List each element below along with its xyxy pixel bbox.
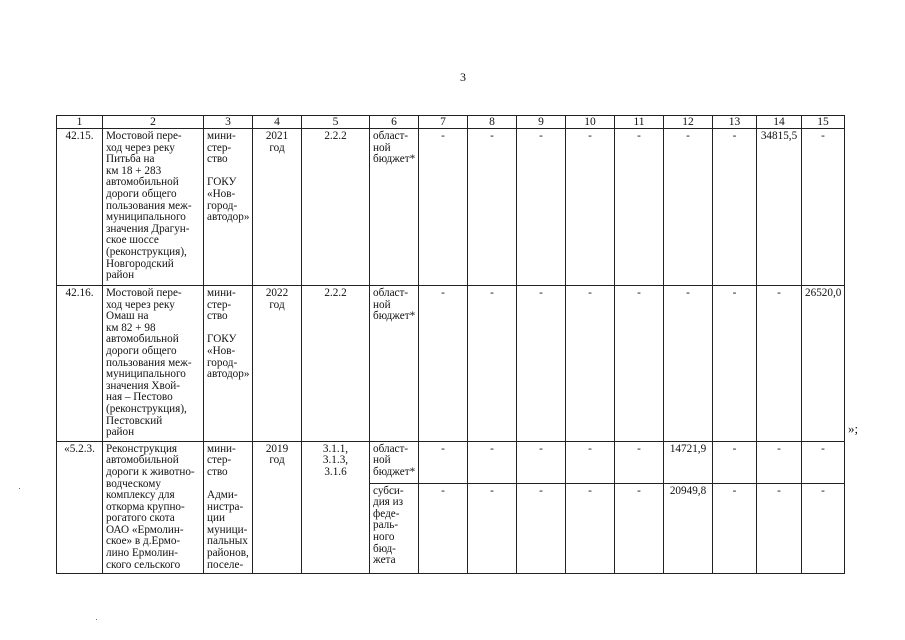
item-year: 2021 год [253,129,302,286]
value-cell: - [419,129,468,286]
col-header: 12 [664,116,713,129]
value-cell: - [802,441,845,483]
col-header: 2 [103,116,204,129]
scan-speck [96,619,97,620]
item-number: 42.15. [57,129,103,286]
value-cell: - [468,441,517,483]
item-year: 2019 год [253,441,302,574]
value-cell: - [517,441,566,483]
column-number-row [57,116,845,129]
value-cell: - [419,286,468,442]
col-header: 7 [419,116,468,129]
item-source: област- ной бюджет* [370,286,419,442]
value-cell: - [664,286,713,442]
item-number: «5.2.3. [57,441,103,574]
value-cell: - [566,129,615,286]
item-name: Реконструкция автомобильной дороги к животно- водческому комплексу для откорма крупно- рогатого скота ОАО «Ермолин- ское» в д.Ермо- лино Ермолин- ского сельского [103,441,204,574]
item-name: Мостовой пере- ход через реку Омаш на км 82 + 98 автомобильной дороги общего пользования меж- муниципального значения Хвой- ная – Пестово (реконструкция), Пестовский район [103,286,204,442]
table-row [57,441,845,483]
item-task: 2.2.2 [302,286,370,442]
col-header: 6 [370,116,419,129]
table-row [57,129,845,286]
col-header: 13 [713,116,757,129]
value-cell: - [517,483,566,574]
value-cell: - [713,129,757,286]
value-cell: - [419,441,468,483]
value-cell: - [468,129,517,286]
closing-quote-mark: »; [848,421,859,436]
item-source: област- ной бюджет* [370,129,419,286]
col-header: 4 [253,116,302,129]
value-cell: - [615,483,664,574]
col-header: 15 [802,116,845,129]
item-number: 42.16. [57,286,103,442]
col-header: 11 [615,116,664,129]
value-cell: - [615,441,664,483]
value-cell: - [664,129,713,286]
value-cell: - [802,483,845,574]
value-cell: - [757,441,802,483]
value-cell: - [615,286,664,442]
value-cell: - [566,286,615,442]
value-cell: - [517,129,566,286]
table-row [57,286,845,442]
scan-speck [19,488,20,489]
value-cell: 20949,8 [664,483,713,574]
col-header: 9 [517,116,566,129]
item-year: 2022 год [253,286,302,442]
value-cell: - [802,129,845,286]
value-cell: - [713,441,757,483]
value-cell: - [419,483,468,574]
value-cell: 26520,0 [802,286,845,442]
value-cell: - [615,129,664,286]
value-cell: - [757,483,802,574]
item-source: субси- дия из феде- раль- ного бюд- жета [370,483,419,574]
col-header: 10 [566,116,615,129]
item-task: 3.1.1, 3.1.3, 3.1.6 [302,441,370,574]
value-cell: 14721,9 [664,441,713,483]
col-header: 5 [302,116,370,129]
item-task: 2.2.2 [302,129,370,286]
item-executor: мини- стер- ство ГОКУ «Нов- город- автодор» [204,286,253,442]
program-table [56,115,845,574]
value-cell: - [566,483,615,574]
col-header: 8 [468,116,517,129]
value-cell: - [713,286,757,442]
value-cell: - [468,286,517,442]
value-cell: - [517,286,566,442]
page-number: 3 [460,70,466,84]
value-cell: - [468,483,517,574]
item-source: област- ной бюджет* [370,441,419,483]
value-cell: 34815,5 [757,129,802,286]
col-header: 1 [57,116,103,129]
value-cell: - [757,286,802,442]
item-executor: мини- стер- ство ГОКУ «Нов- город- автодор» [204,129,253,286]
value-cell: - [566,441,615,483]
col-header: 3 [204,116,253,129]
item-executor: мини- стер- ство Адми- нистра- ции муници- пальных районов, поселе- [204,441,253,574]
col-header: 14 [757,116,802,129]
value-cell: - [713,483,757,574]
item-name: Мостовой пере- ход через реку Питьба на км 18 + 283 автомобильной дороги общего пользования меж- муниципального значения Драгун- ское шоссе (реконструкция), Новгородский район [103,129,204,286]
